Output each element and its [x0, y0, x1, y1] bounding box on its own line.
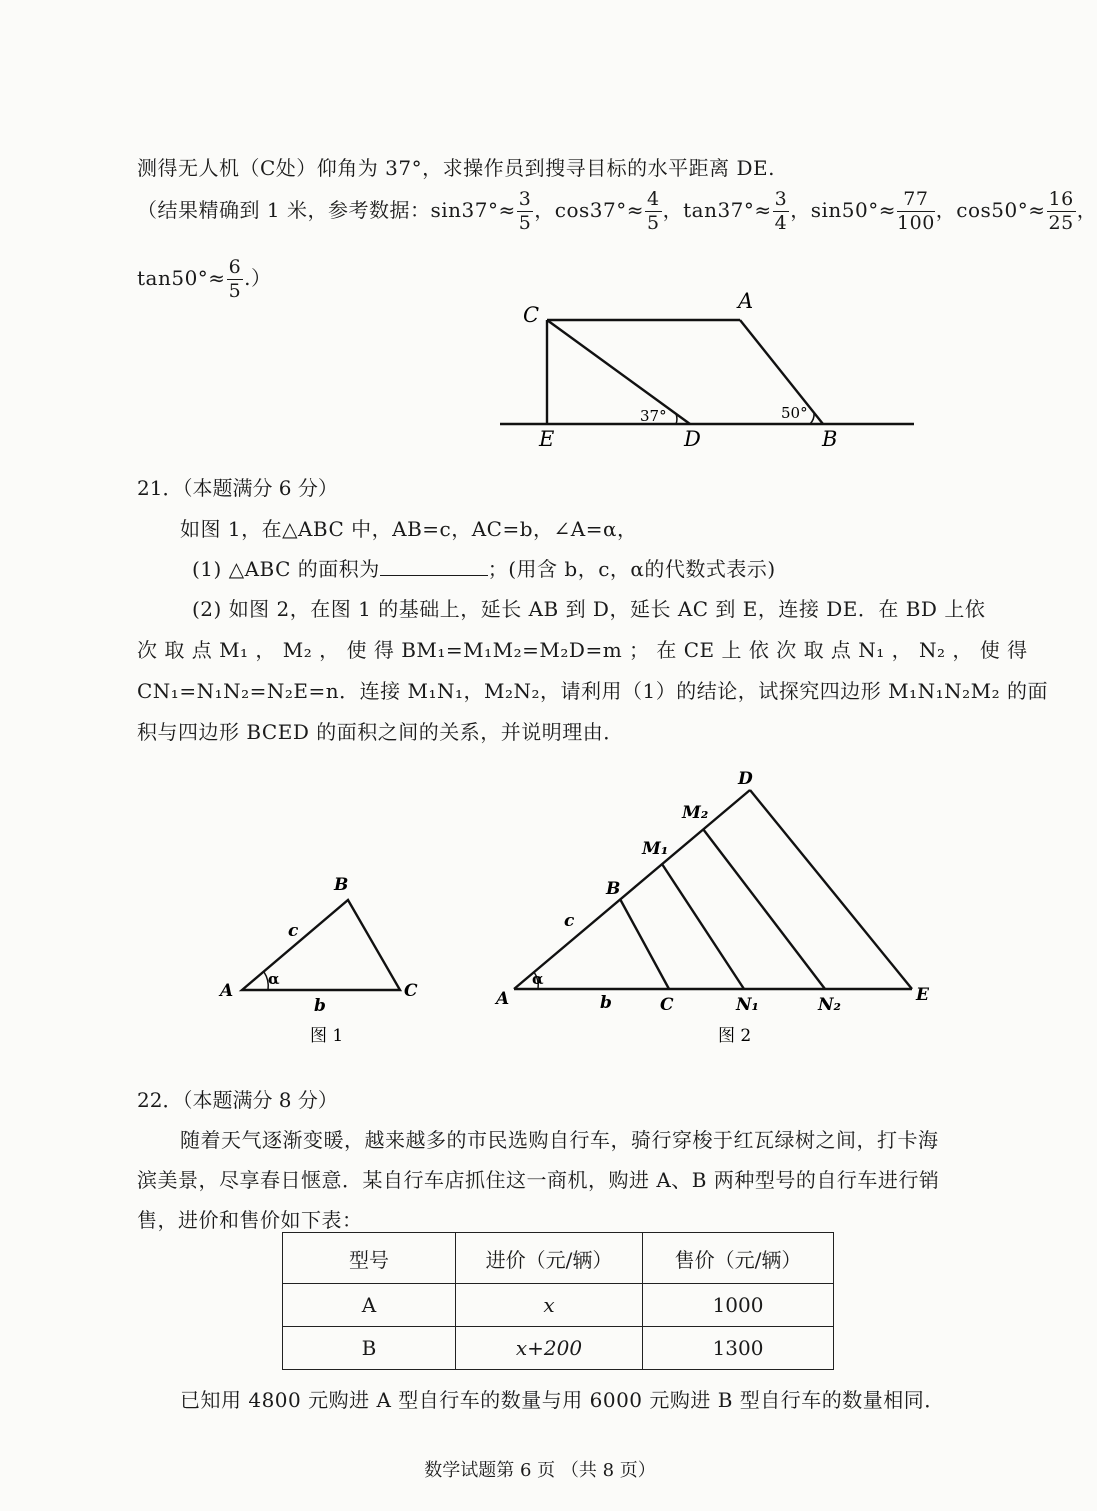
- q22-line1: 随着天气逐渐变暖，越来越多的市民选购自行车，骑行穿梭于红瓦绿树之间，打卡海: [180, 1128, 939, 1152]
- page-footer: 数学试题第 6 页 （共 8 页）: [424, 1460, 656, 1481]
- fig2-label-N1: N₁: [736, 995, 759, 1015]
- tan37-label: ，tan37°≈: [662, 198, 772, 222]
- segment-AD: [514, 790, 750, 989]
- fig2-label-C: C: [660, 995, 674, 1015]
- tan37-fraction: $\frac{3}{4}$: [774, 188, 788, 234]
- q20-figure: [490, 290, 920, 460]
- q20-tan50-line: [137, 258, 272, 301]
- fig2-label-alpha: α: [532, 970, 544, 988]
- table-row: [283, 1284, 834, 1327]
- table-row: [283, 1327, 834, 1370]
- fig2-caption: 图 2: [718, 1026, 752, 1046]
- sin37-fraction: $\frac{3}{5}$: [518, 188, 532, 234]
- comma: ，: [1076, 198, 1097, 222]
- cos50-label: ，cos50°≈: [935, 198, 1046, 222]
- q21-heading: 21．（本题满分 6 分）: [137, 476, 338, 500]
- fig1-label-C: C: [404, 981, 418, 1001]
- cos37-label: ，cos37°≈: [534, 198, 645, 222]
- q21-part1-text: (1) △ABC 的面积为: [192, 557, 380, 581]
- tan50-fraction: $\frac{6}{5}$: [228, 256, 242, 302]
- fig1-label-c: c: [288, 921, 299, 941]
- header-model: 型号: [283, 1233, 456, 1284]
- q21-figure-1: [210, 866, 430, 1056]
- label-E: E: [539, 427, 555, 451]
- fig1-label-A: A: [220, 981, 234, 1001]
- cell-cost: x: [456, 1284, 643, 1327]
- q21-part2-line3: CN₁=N₁N₂=N₂E=n．连接 M₁N₁，M₂N₂，请利用（1）的结论，试探究四边形 M₁N₁N₂M₂ 的面: [137, 679, 1048, 703]
- angle-arc-B: [810, 413, 814, 424]
- tan50-label: tan50°≈: [137, 266, 226, 290]
- segment-M1N1: [662, 864, 744, 989]
- cos50-fraction: $\frac{16}{25}$: [1048, 188, 1074, 234]
- cell-model: B: [283, 1327, 456, 1370]
- q20-reference-data: [137, 190, 1097, 233]
- fig1-caption: 图 1: [310, 1026, 344, 1046]
- segment-M2N2: [703, 829, 825, 989]
- label-C: C: [523, 303, 540, 327]
- fig2-label-N2: N₂: [818, 995, 841, 1015]
- q21-part2-line1: (2) 如图 2，在图 1 的基础上，延长 AB 到 D，延长 AC 到 E，连接 DE．在 BD 上依: [192, 597, 986, 621]
- fig2-label-A: A: [496, 989, 510, 1009]
- fig2-label-c: c: [564, 911, 575, 931]
- fig2-label-b: b: [600, 993, 612, 1013]
- fig2-label-E: E: [916, 985, 929, 1005]
- q20-line1: 测得无人机（C处）仰角为 37°，求操作员到搜寻目标的水平距离 DE.: [137, 156, 775, 180]
- q22-line3: 售，进价和售价如下表：: [137, 1208, 363, 1232]
- answer-blank: [380, 557, 488, 576]
- segment-CD: [547, 320, 690, 424]
- fig1-label-b: b: [314, 996, 326, 1016]
- angle-50-label: 50°: [781, 404, 808, 422]
- fig1-label-alpha: α: [268, 970, 280, 988]
- sin50-label: ，sin50°≈: [790, 198, 897, 222]
- ref-suffix: .）: [244, 266, 272, 290]
- cell-cost: x+200: [456, 1327, 643, 1370]
- cell-price: 1000: [643, 1284, 834, 1327]
- fig2-label-M1: M₁: [642, 839, 669, 859]
- angle-arc-D: [676, 414, 677, 424]
- sin50-fraction: $\frac{77}{100}$: [897, 188, 935, 234]
- cos37-fraction: $\frac{4}{5}$: [647, 188, 660, 234]
- fig2-label-B: B: [606, 879, 621, 899]
- price-table: [282, 1232, 834, 1370]
- sin37-label: sin37°≈: [430, 198, 516, 222]
- header-price: 售价（元/辆）: [643, 1233, 834, 1284]
- q21-part2-line2: 次 取 点 M₁ ， M₂ ， 使 得 BM₁=M₁M₂=M₂D=m ； 在 CE 上 依 次 取 点 N₁ ， N₂ ， 使 得: [137, 638, 1028, 662]
- angle-37-label: 37°: [640, 407, 667, 425]
- label-A: A: [738, 289, 754, 313]
- fig2-label-D: D: [738, 769, 753, 789]
- table-header-row: [283, 1233, 834, 1284]
- fig2-label-M2: M₂: [682, 803, 709, 823]
- cell-model: A: [283, 1284, 456, 1327]
- q21-figure-2: [490, 760, 950, 1060]
- cell-price: 1300: [643, 1327, 834, 1370]
- q22-line2: 滨美景，尽享春日惬意．某自行车店抓住这一商机，购进 A、B 两种型号的自行车进行销: [137, 1168, 940, 1192]
- q22-heading: 22．（本题满分 8 分）: [137, 1088, 338, 1112]
- q21-part2-line4: 积与四边形 BCED 的面积之间的关系，并说明理由．: [137, 720, 624, 744]
- segment-DE: [750, 790, 912, 989]
- q21-part1-hint: ；(用含 b，c，α的代数式表示): [487, 557, 776, 581]
- label-B: B: [822, 427, 838, 451]
- ref-prefix: （结果精确到 1 米，参考数据：: [137, 198, 431, 222]
- q21-part1: [192, 553, 776, 582]
- segment-BC: [620, 899, 669, 989]
- q22-after-table: 已知用 4800 元购进 A 型自行车的数量与用 6000 元购进 B 型自行车的数量相同．: [180, 1388, 945, 1412]
- header-cost: 进价（元/辆）: [456, 1233, 643, 1284]
- fig1-label-B: B: [334, 875, 349, 895]
- label-D: D: [684, 427, 701, 451]
- q21-intro: 如图 1，在△ABC 中，AB=c，AC=b，∠A=α，: [180, 517, 638, 541]
